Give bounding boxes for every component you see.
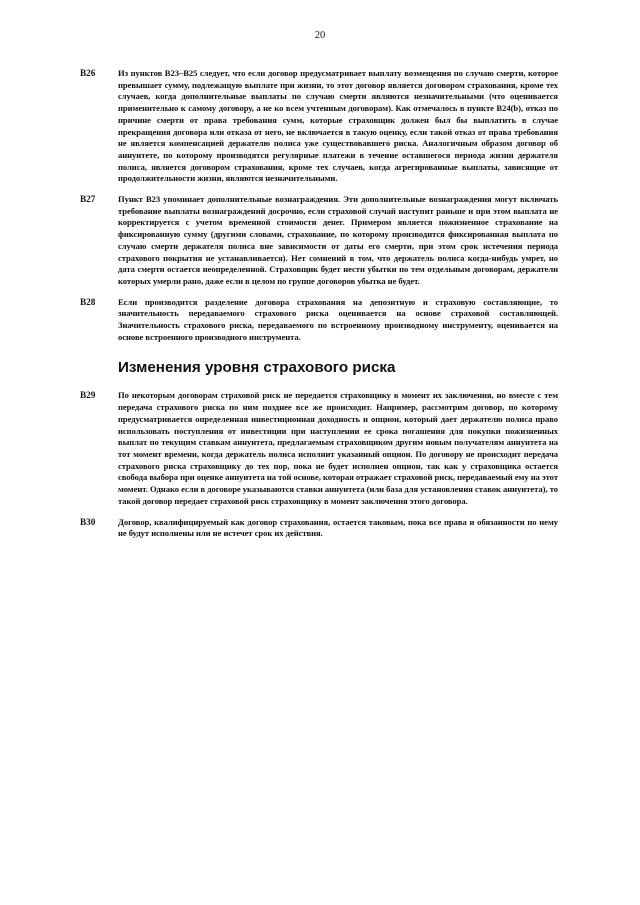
paragraph-text: Из пунктов B23–B25 следует, что если договор предусматривает выплату возмещения по случаю смерти, которое превышает сумму, подлежащую выплате при жизни, то этот договор является договором страхования, кроме тех случаев, когда дополнительные выплаты по случаю смерти являются незначительными (что оценивается применительно к самому договору, а не ко всем учтенным договорам). Как отмечалось в пункте B24(b), отказ по причине смерти от права требования сумм, которые страховщик должен был бы выплатить в случае прекращения договора или отказа от него, не включается в такую оценку, если такой отказ от права требования не является компенсацией держателю полиса уже существовавшего риска. Аналогичным образом договор об аннуитете, по которому производятся регулярные платежи в течение оставшегося периода жизни держателя полиса, является договором страхования, кроме тех случаев, когда агрегированные выплаты, зависящие от продолжительности жизни, являются незначительными. — [118, 68, 558, 184]
paragraph-b30 — [80, 517, 558, 540]
paragraph-text: По некоторым договорам страховой риск не передается страховщику в момент их заключения, но вместе с тем передача страхового риска по ним позднее все же происходит. Например, рассмотрим договор, по которому предусматривается определенная инвестиционная доходность и опцион, который дает держателю полиса право использовать поступления от инвестиции при наступлении ее срока погашения для покупки пожизненных выплат по текущим ставкам аннуитета, предлагаемым страховщиком другим новым получателям аннуитета на тот момент времени, когда держатель полиса исполнит указанный опцион. По договору не происходит передача страхового риска страховщику до тех пор, пока не будет исполнен опцион, так как у страховщика остается свобода выбора при оценке аннуитета на той основе, которая отражает страховой риск, передаваемый ему на этот момент. Однако если в договоре указываются ставки аннуитета (или база для установления ставок аннуитета), то такой договор передает страховой риск страховщику в момент заключения этого договора. — [118, 390, 558, 506]
paragraph-b26 — [80, 68, 558, 185]
paragraph-b29 — [80, 390, 558, 507]
paragraph-number: B29 — [80, 390, 96, 401]
section-heading: Изменения уровня страхового риска — [118, 359, 396, 377]
paragraph-text: Пункт B23 упоминает дополнительные вознаграждения. Эти дополнительные вознаграждения могут включать требование выплаты вознаграждений досрочно, если страховой случай наступит раньше и при этом выплата не корректируется с учетом временной стоимости денег. Примером является пожизненное страхование на фиксированную сумму (другими словами, страхование, по которому производится фиксированная выплата по случаю смерти держателя полиса вне зависимости от даты его смерти, при этом срок истечения периода страхового покрытия не устанавливается). Нет сомнений в том, что держатель полиса когда-нибудь умрет, но дата смерти остается неопределенной. Страховщик будет нести убытки по тем отдельным договорам, держатели которых умерли рано, даже если в целом по группе договоров убытка не будет. — [118, 194, 558, 286]
paragraph-number: B26 — [80, 68, 96, 78]
paragraph-number: B28 — [80, 296, 96, 307]
paragraph-b27 — [80, 194, 558, 288]
paragraph-text: Договор, квалифицируемый как договор страхования, остается таковым, пока все права и обязанности по нему не будут исполнены или не истечет срок их действия. — [118, 516, 558, 539]
paragraph-number: B27 — [80, 194, 96, 205]
paragraph-text: Если производится разделение договора страхования на депозитную и страховую составляющие, то значительность передаваемого страхового риска оценивается на основе страховой составляющей. Значительность страхового риска, передаваемого по встроенному производному инструменту, оценивается на основе встроенного производного инструмента. — [118, 296, 558, 342]
document-body — [80, 68, 558, 549]
page-number: 20 — [314, 30, 326, 41]
paragraph-b28 — [80, 297, 558, 344]
paragraph-number: B30 — [80, 516, 96, 527]
